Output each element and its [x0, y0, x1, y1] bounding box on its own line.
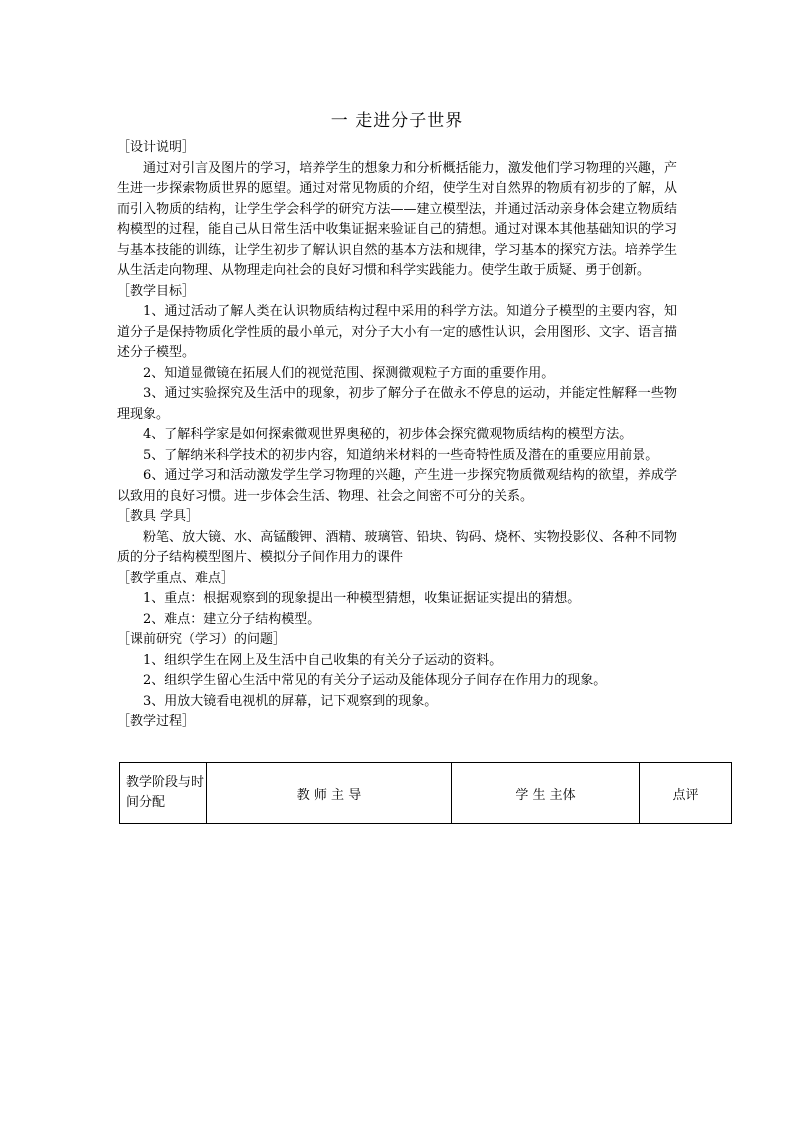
goal-item: 1、通过活动了解人类在认识物质结构过程中采用的科学方法。知道分子模型的主要内容，知道分子是保持物质化学性质的最小单元，对分子大小有一定的感性认识，会用图形、文字、语言描述分子模型。: [117, 304, 677, 360]
teaching-process-table: [119, 762, 732, 824]
goal-item: 5、了解纳米科学技术的初步内容，知道纳米材料的一些奇特性质及潜在的重要应用前景。: [143, 447, 659, 463]
section-heading-preclass: ［课前研究（学习）的问题］: [117, 632, 287, 647]
preclass-item: 3、用放大镜看电视机的屏幕，记下观察到的现象。: [143, 693, 438, 709]
keypoint-item: 2、难点：建立分子结构模型。: [143, 611, 321, 627]
header-student-centered: 学 生 主体: [452, 763, 640, 824]
goal-item: 3、通过实验探究及生活中的现象，初步了解分子在做永不停息的运动，并能定性解释一些物理现象。: [117, 386, 677, 422]
table-header-row: [120, 763, 732, 824]
goal-item: 6、通过学习和活动激发学生学习物理的兴趣，产生进一步探究物质微观结构的欲望，养成学以致用的良好习惯。进一步体会生活、物理、社会之间密不可分的关系。: [117, 468, 677, 504]
section-heading-goals: ［教学目标］: [117, 283, 196, 299]
preclass-item: 1、组织学生在网上及生活中自己收集的有关分子运动的资料。: [143, 652, 503, 668]
document-body: [117, 138, 677, 733]
goal-item: 4、了解科学家是如何探索微观世界奥秘的，初步体会探究微观物质结构的模型方法。: [143, 427, 633, 442]
keypoint-item: 1、重点：根据观察到的现象提出一种模型猜想，收集证据证实提出的猜想。: [143, 591, 581, 606]
header-stage-time: 教学阶段与时间分配: [120, 763, 207, 824]
page-title: 一 走进分子世界: [330, 111, 464, 131]
preclass-item: 2、组织学生留心生活中常见的有关分子运动及能体现分子间存在作用力的现象。: [143, 673, 607, 688]
section-heading-tools: ［教具 学具］: [117, 509, 200, 524]
goal-item: 2、知道显微镜在拓展人们的视觉范围、探测微观粒子方面的重要作用。: [143, 365, 555, 381]
tools-list: 粉笔、放大镜、水、高锰酸钾、酒精、玻璃管、铅块、钩码、烧杯、实物投影仪、各种不同物质的分子结构模型图片、模拟分子间作用力的课件: [117, 529, 677, 565]
section-heading-process: ［教学过程］: [117, 714, 196, 729]
design-description: 通过对引言及图片的学习，培养学生的想象力和分析概括能力，激发他们学习物理的兴趣，产生进一步探索物质世界的愿望。通过对常见物质的介绍，使学生对自然界的物质有初步的了解，从而引入物质的结构，让学生学会科学的研究方法——建立模型法，并通过活动亲身体会建立物质结构模型的过程，能自己从日常生活中收集证据来验证自己的猜想。通过对课本其他基础知识的学习与基本技能的训练，让学生初步了解认识自然的基本方法和规律，学习基本的探究方法。培养学生从生活走向物理、从物理走向社会的良好习惯和科学实践能力。使学生敢于质疑、勇于创新。: [117, 160, 677, 278]
header-teacher-led: 教 师 主 导: [207, 763, 452, 824]
section-heading-keypoints: ［教学重点、难点］: [117, 570, 235, 586]
section-heading-design: ［设计说明］: [117, 140, 196, 155]
header-comments: 点评: [640, 763, 732, 824]
